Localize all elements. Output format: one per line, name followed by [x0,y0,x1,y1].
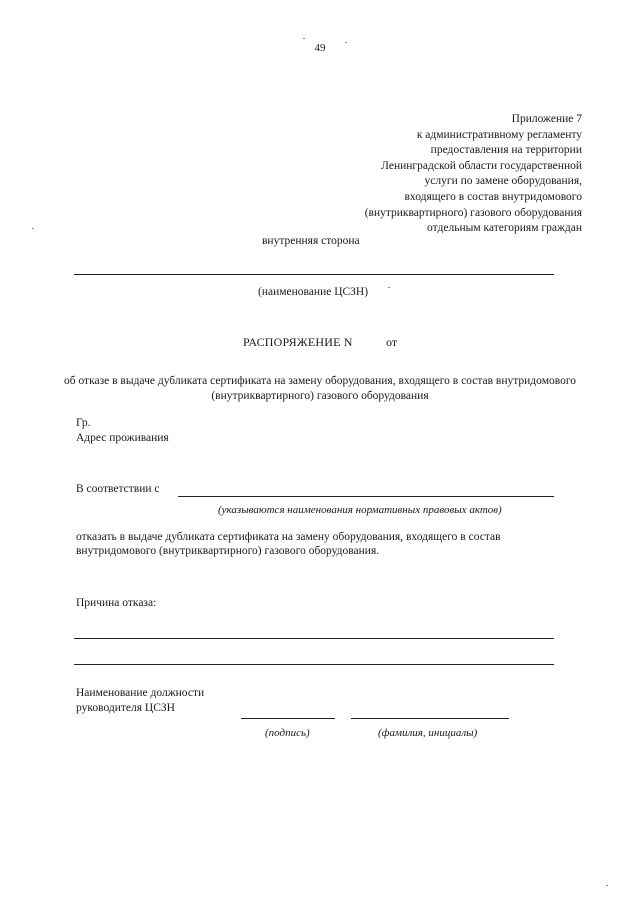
appendix-line: (внутриквартирного) газового оборудования [364,206,582,219]
appendix-line: Ленинградской области государственной [381,159,582,172]
appendix-line: отдельным категориям граждан [427,222,582,235]
position-label-line-1: Наименование должности [76,687,205,699]
scan-speck [606,885,608,886]
appendix-header [365,112,582,237]
order-title: РАСПОРЯЖЕНИЕ N [243,335,353,349]
order-date-label: от [386,335,398,349]
position-label-line-2: руководителя ЦСЗН [76,702,175,714]
scan-speck [345,42,347,43]
appendix-line: предоставления на территории [430,144,582,157]
side-label: внутренняя сторона [262,235,360,247]
scan-speck [388,287,390,288]
order-subject: об отказе в выдаче дубликата сертификата на замену оборудования, входящего в состав внутридомового (внутриквартирного) газового оборудования [63,375,576,402]
name-line [351,718,509,719]
basis-label: В соответствии с [76,483,160,495]
appendix-line: к административному регламенту [416,128,582,141]
refusal-reason-label: Причина отказа: [76,597,157,609]
address-label: Адрес проживания [76,432,169,444]
page-number: 49 [314,42,326,54]
refusal-text-line-1: отказать в выдаче дубликата сертификата на замену оборудования, входящего в состав [76,531,501,543]
refusal-text-line-2: внутридомового (внутриквартирного) газового оборудования. [76,545,380,557]
reason-line-2 [74,664,554,665]
legal-acts-line [178,496,554,497]
signature-line [241,718,335,719]
reason-line-1 [74,638,554,639]
appendix-line: Приложение 7 [511,113,582,125]
appendix-line: входящего в состав внутридомового [404,190,582,203]
legal-acts-caption: (указываются наименования нормативных правовых актов) [218,504,502,516]
scan-speck [303,38,305,39]
name-caption: (фамилия, инициалы) [378,727,478,739]
org-name-line [74,274,554,275]
signature-caption: (подпись) [265,727,310,739]
org-name-caption: (наименование ЦСЗН) [258,286,369,298]
scan-speck [32,228,34,229]
citizen-label: Гр. [76,417,91,429]
appendix-line: услуги по замене оборудования, [424,175,582,188]
